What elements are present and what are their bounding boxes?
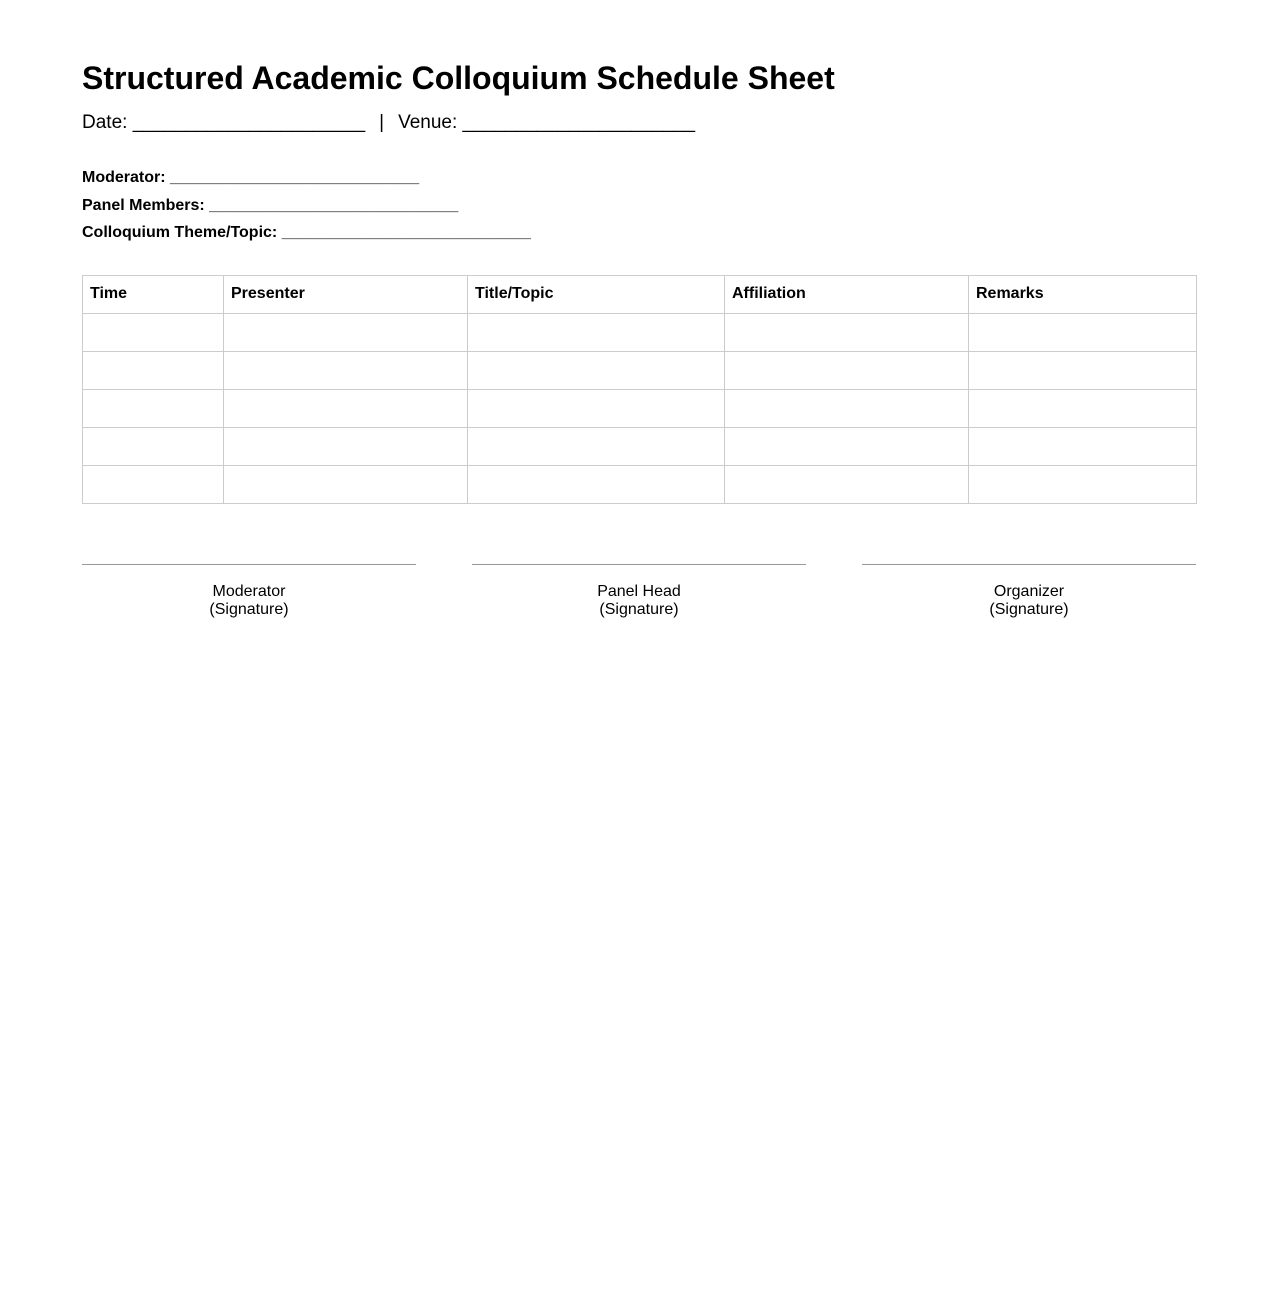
colloquium-theme-field[interactable]: Colloquium Theme/Topic: ____________________________ (82, 224, 531, 241)
page-title: Structured Academic Colloquium Schedule Sheet (82, 60, 835, 96)
presenter-cell[interactable] (224, 351, 468, 389)
affiliation-cell[interactable] (725, 351, 969, 389)
column-header-title-topic: Title/Topic (468, 275, 725, 313)
presenter-cell[interactable] (224, 465, 468, 503)
affiliation-cell[interactable] (725, 465, 969, 503)
venue-field[interactable]: Venue: ______________________ (398, 112, 696, 133)
remarks-cell[interactable] (969, 427, 1197, 465)
table-row (83, 389, 1197, 427)
presenter-cell[interactable] (224, 427, 468, 465)
presenter-cell[interactable] (224, 389, 468, 427)
time-cell[interactable] (83, 427, 224, 465)
signature-role: Panel Head (597, 582, 681, 600)
title-topic-cell[interactable] (468, 465, 725, 503)
presenter-cell[interactable] (224, 313, 468, 351)
table-row (83, 427, 1197, 465)
time-cell[interactable] (83, 389, 224, 427)
signature-note: (Signature) (599, 600, 679, 618)
time-cell[interactable] (83, 465, 224, 503)
signature-role: Organizer (993, 582, 1065, 600)
time-cell[interactable] (83, 351, 224, 389)
table-row (83, 351, 1197, 389)
date-field[interactable]: Date: ______________________ (82, 112, 366, 133)
signature-note: (Signature) (209, 600, 289, 618)
remarks-cell[interactable] (969, 313, 1197, 351)
signature-block-panel-head (472, 564, 806, 619)
remarks-cell[interactable] (969, 389, 1197, 427)
signature-block-organizer (862, 564, 1196, 619)
title-topic-cell[interactable] (468, 389, 725, 427)
panel-members-field[interactable]: Panel Members: ____________________________ (82, 196, 459, 214)
signature-line[interactable] (862, 564, 1196, 565)
signature-label (82, 583, 416, 619)
signature-label (862, 583, 1196, 619)
column-header-remarks: Remarks (969, 275, 1197, 313)
info-section (82, 164, 1196, 247)
table-row (83, 465, 1197, 503)
signature-note: (Signature) (989, 600, 1069, 618)
column-header-time: Time (83, 275, 224, 313)
date-venue-line (82, 112, 1196, 134)
signature-role: Moderator (212, 582, 286, 600)
signature-section (82, 564, 1196, 619)
title-topic-cell[interactable] (468, 351, 725, 389)
signature-line[interactable] (472, 564, 806, 565)
schedule-sheet (82, 56, 1196, 619)
affiliation-cell[interactable] (725, 389, 969, 427)
column-header-affiliation: Affiliation (725, 275, 969, 313)
moderator-field[interactable]: Moderator: ____________________________ (82, 169, 420, 186)
schedule-table (82, 275, 1197, 504)
time-cell[interactable] (83, 313, 224, 351)
signature-label (472, 583, 806, 619)
title-topic-cell[interactable] (468, 313, 725, 351)
signature-line[interactable] (82, 564, 416, 565)
title-topic-cell[interactable] (468, 427, 725, 465)
remarks-cell[interactable] (969, 351, 1197, 389)
separator: | (379, 112, 385, 133)
affiliation-cell[interactable] (725, 313, 969, 351)
column-header-presenter: Presenter (224, 275, 468, 313)
table-header-row (83, 275, 1197, 313)
signature-block-moderator (82, 564, 416, 619)
table-row (83, 313, 1197, 351)
affiliation-cell[interactable] (725, 427, 969, 465)
remarks-cell[interactable] (969, 465, 1197, 503)
